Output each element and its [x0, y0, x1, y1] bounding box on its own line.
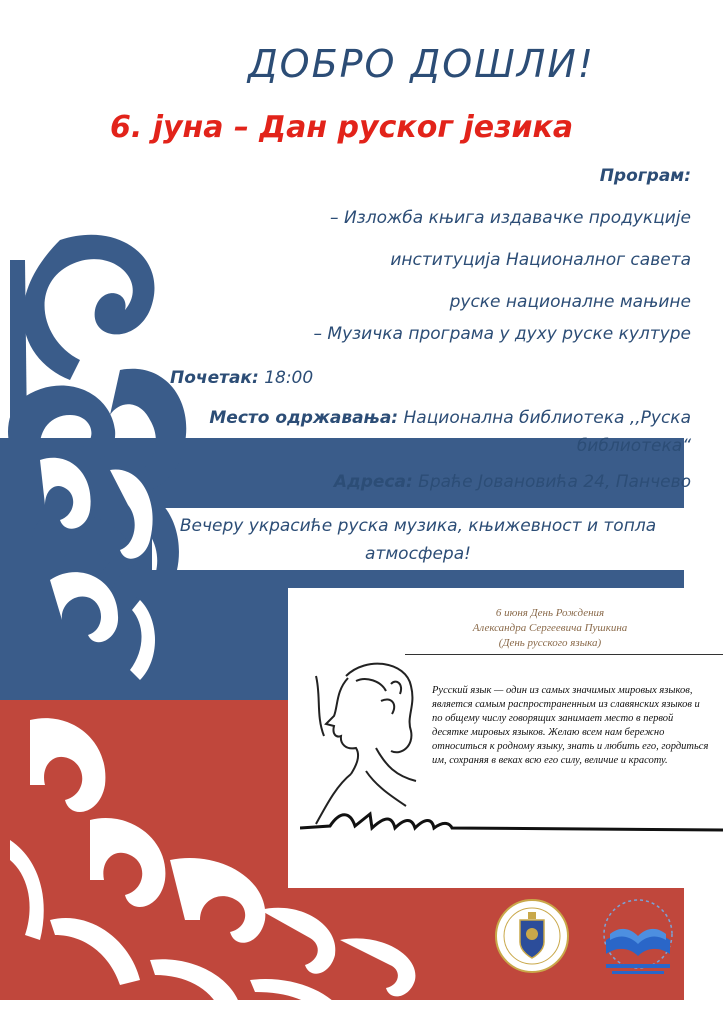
address-value: Браће Јовановића 24, Панчево [418, 472, 691, 492]
program-line: руске националне мањине [449, 292, 691, 312]
event-subtitle: 6. јуна – Дан руског језика [110, 110, 574, 145]
address [334, 472, 691, 492]
venue-value: Национална библиотека ,,Руска [403, 408, 691, 428]
evening-note [152, 512, 684, 568]
start-time [170, 368, 313, 388]
venue-label: Место одржавања: [209, 408, 399, 428]
pushkin-heading-line: 6 июня День Рождения [495, 607, 605, 619]
pushkin-paragraph: Русский язык — один из самых значимых мировых языков, является самым распространенным из славянских языков и по общему числу говорящих занимает место в первой десятке мировых языков. Желаю всем нам бережно относиться к родному языку, знать и любить его, гордиться им, сохраняя в веках всю его силу, величие и красоту. [432, 685, 709, 766]
program-line: – Изложба књига издавачке продукције [330, 208, 691, 228]
note-line: атмосфера! [365, 544, 471, 564]
pushkin-heading [400, 606, 700, 651]
divider [405, 654, 723, 655]
page-title: ДОБРО ДОШЛИ! [247, 42, 596, 86]
start-value: 18:00 [264, 368, 314, 388]
note-line: Вечеру украсиће руска музика, књижевност и топла [179, 516, 657, 536]
program-line: институција Националног савета [390, 250, 691, 270]
address-label: Адреса: [333, 472, 413, 492]
signature-icon [300, 806, 723, 836]
program-line: – Музичка програма у духу руске културе [313, 324, 691, 344]
start-label: Почетак: [170, 368, 259, 388]
venue [209, 408, 691, 428]
pushkin-heading-line: Александра Сергеевича Пушкина [472, 622, 628, 634]
pushkin-heading-line: (День русского языка) [498, 637, 602, 649]
pushkin-portrait-icon [296, 656, 436, 826]
council-emblem-icon [494, 898, 570, 974]
program-heading: Програм: [599, 166, 691, 186]
library-logo-icon [588, 894, 688, 980]
venue-value-cont: библиотека“ [576, 436, 691, 456]
